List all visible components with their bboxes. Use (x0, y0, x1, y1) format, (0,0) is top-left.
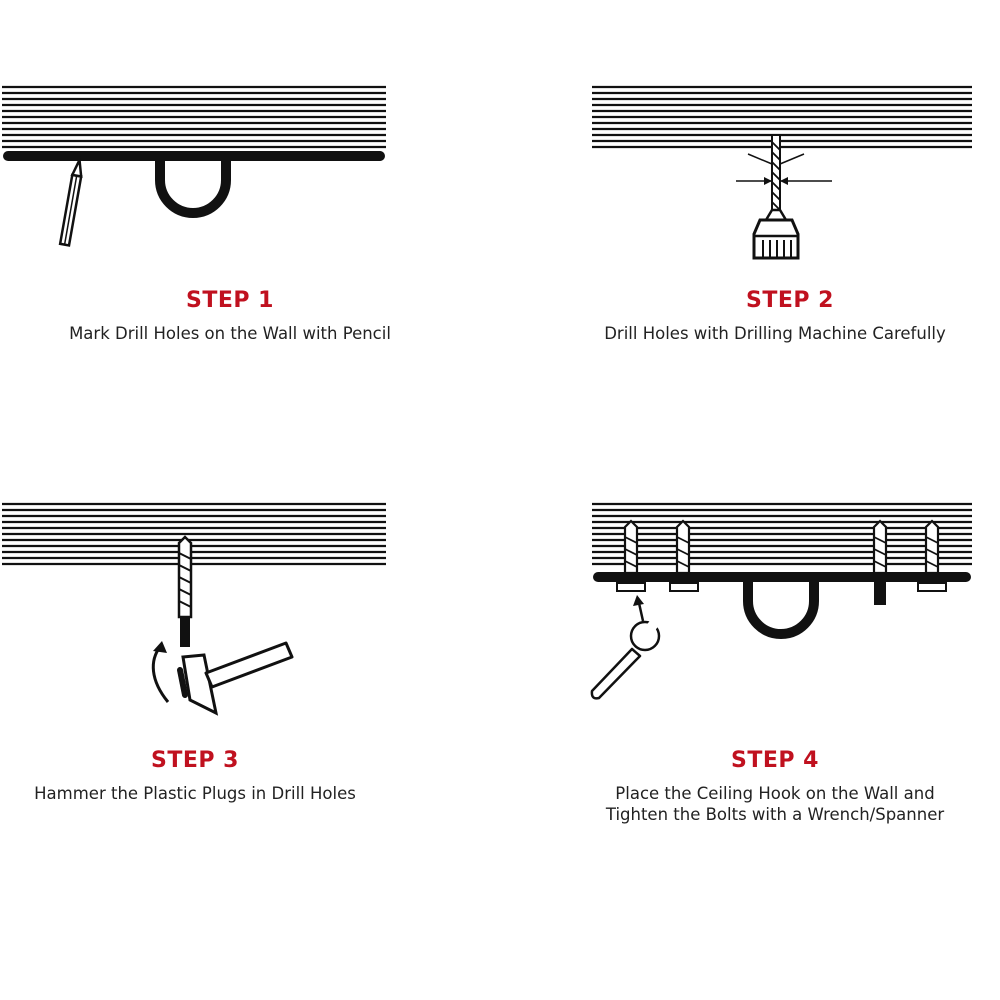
step-1-illustration (0, 80, 460, 260)
step-4-illustration (560, 495, 1000, 710)
ceiling-hook-icon (160, 160, 226, 213)
ceiling-hook-icon (748, 581, 814, 634)
step-4-desc-line-1: Place the Ceiling Hook on the Wall and (615, 784, 935, 803)
step-3-title: STEP 3 (151, 748, 239, 773)
wall-plug-icon (179, 537, 191, 647)
step-1-panel (0, 80, 460, 350)
step-4-title: STEP 4 (731, 748, 819, 773)
nuts (617, 582, 946, 604)
step-2-panel (560, 80, 1000, 350)
step-4-desc-line-2: Tighten the Bolts with a Wrench/Spanner (605, 805, 945, 824)
step-3-description (0, 783, 430, 804)
swing-arrow-icon (153, 641, 168, 702)
wrench-icon (592, 620, 659, 698)
tighten-arrow-icon (633, 595, 644, 621)
ceiling-icon (2, 504, 386, 564)
step-2-title: STEP 2 (746, 288, 834, 313)
step-4-panel (560, 495, 1000, 835)
step-1-title: STEP 1 (186, 288, 274, 313)
step-3-panel (0, 495, 460, 815)
step-2-description (550, 323, 1000, 344)
step-4-description (550, 783, 1000, 825)
hammer-icon (180, 643, 292, 713)
drill-icon (736, 135, 832, 258)
ceiling-icon (2, 87, 386, 147)
step-1-description (0, 323, 500, 344)
step-3-desc-line: Hammer the Plastic Plugs in Drill Holes (34, 784, 356, 803)
ceiling-icon (592, 87, 972, 147)
pencil-icon (60, 159, 84, 245)
step-1-desc-line: Mark Drill Holes on the Wall with Pencil (69, 324, 391, 343)
step-2-desc-line: Drill Holes with Drilling Machine Carefully (604, 324, 946, 343)
step-3-illustration (0, 495, 460, 725)
ceiling-icon (592, 504, 972, 564)
step-2-illustration (560, 80, 1000, 265)
